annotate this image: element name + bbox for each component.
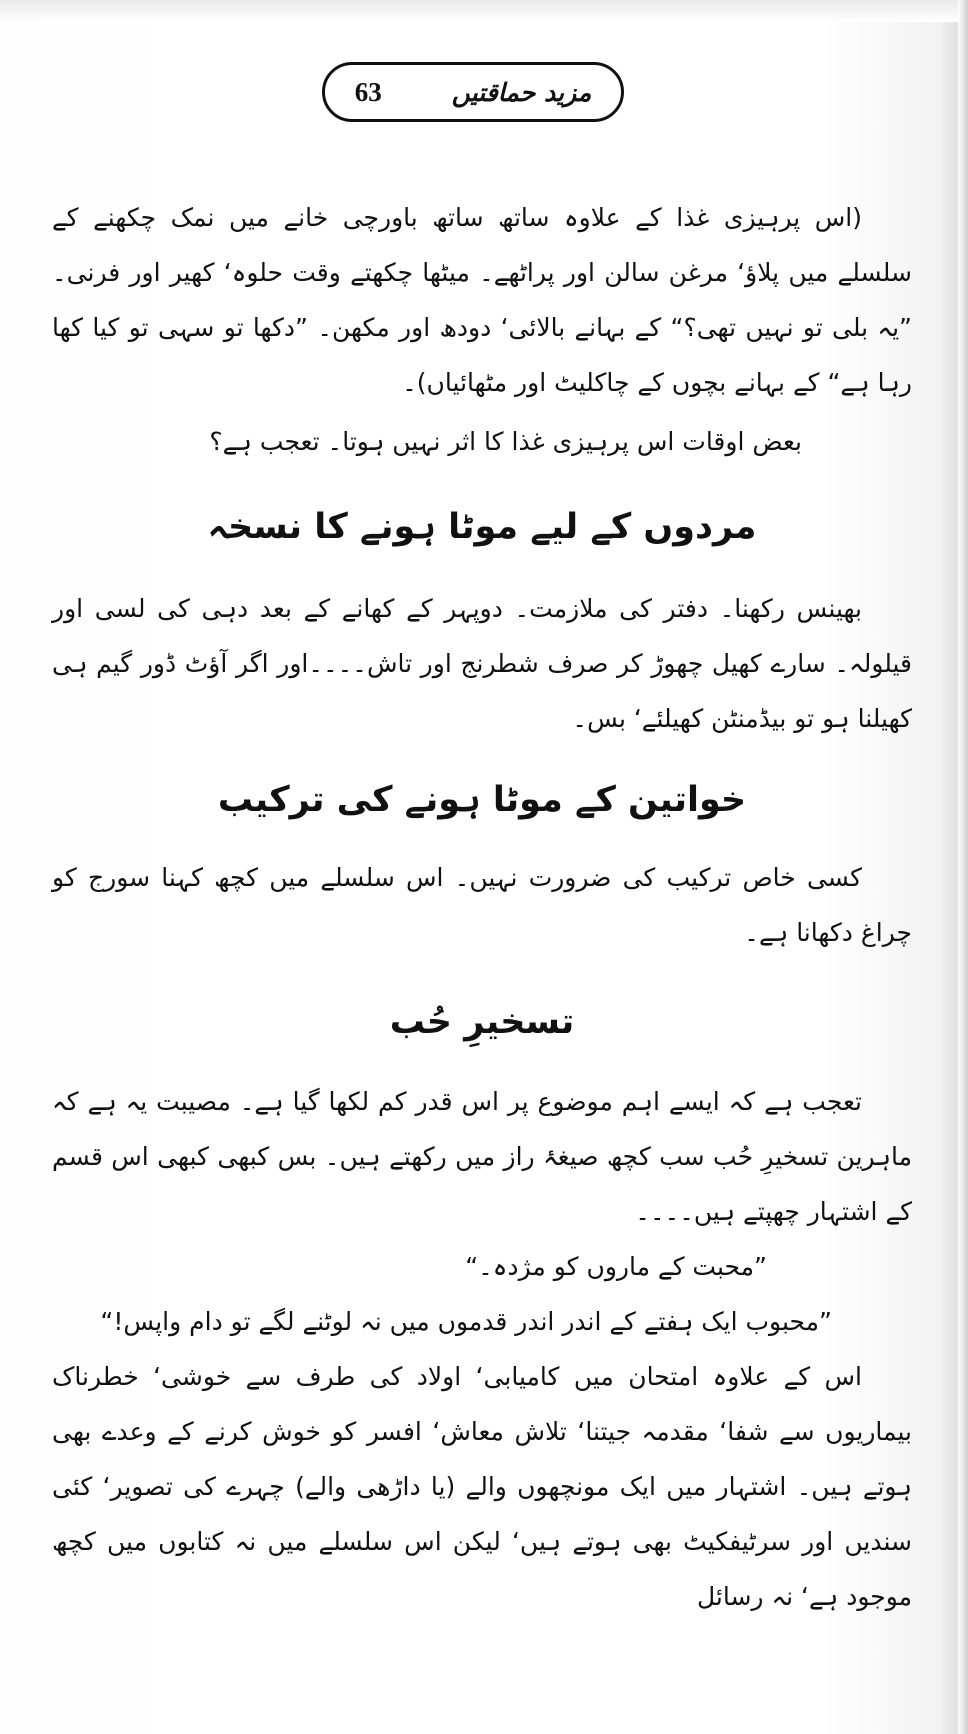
quote-two: ”محبوب ایک ہفتے کے اندر اندر قدموں میں نہ لوٹنے لگے تو دام واپس!“ <box>100 1307 832 1336</box>
final-paragraph: اس کے علاوہ امتحان میں کامیابی‘ اولاد کی طرف سے خوشی‘ خطرناک بیماریوں سے شفا‘ مقدمہ جیتنا‘ تلاش معاش‘ افسر کو خوش کرنے کے وعدے بھی ہوتے ہیں۔ اشتہار میں ایک مونچھوں والے (یا داڑھی والے) چہرے کی تصویر‘ کئی سندیں اور سرٹیفکیٹ بھی ہوتے ہیں‘ لیکن اس سلسلے میں نہ کتابوں میں کچھ موجود ہے‘ نہ رسائل <box>52 1362 912 1611</box>
page-number: 63 <box>354 76 382 107</box>
page-content <box>52 190 912 1624</box>
scan-right-edge <box>958 0 968 1734</box>
running-header <box>322 62 624 122</box>
heading-women-recipe: خواتین کے موٹا ہونے کی ترکیب <box>217 780 747 820</box>
women-paragraph: کسی خاص ترکیب کی ضرورت نہیں۔ اس سلسلے میں کچھ کہنا سورج کو چراغ دکھانا ہے۔ <box>52 863 912 947</box>
scan-top-shadow <box>0 0 968 22</box>
quote-one: ”محبت کے ماروں کو مژدہ۔“ <box>465 1252 767 1281</box>
book-title: مزید حماقتیں <box>451 77 592 107</box>
men-paragraph: بھینس رکھنا۔ دفتر کی ملازمت۔ دوپہر کے کھانے کے بعد دہی کی لسی اور قیلولہ۔ سارے کھیل چھوڑ کر صرف شطرنج اور تاش۔۔۔۔اور اگر آؤٹ ڈور گیم ہی کھیلنا ہو تو بیڈمنٹن کھیلئے‘ بس۔ <box>52 594 912 733</box>
intro-paragraph: (اس پرہیزی غذا کے علاوہ ساتھ ساتھ باورچی خانے میں نمک چکھنے کے سلسلے میں پلاؤ‘ مرغن سالن اور پراٹھے۔ میٹھا چکھتے وقت حلوہ‘ کھیر اور فرنی۔ ”یہ بلی تو نہیں تھی؟“ کے بہانے بالائی‘ دودھ اور مکھن۔ ”دکھا تو سہی تو کیا کھا رہا ہے“ کے بہانے بچوں کے چاکلیٹ اور مٹھائیاں)۔ <box>52 203 912 397</box>
heading-men-recipe: مردوں کے لیے موٹا ہونے کا نسخہ <box>207 507 757 547</box>
heading-love-conquest: تسخیرِ حُب <box>389 1002 575 1042</box>
love-paragraph: تعجب ہے کہ ایسے اہم موضوع پر اس قدر کم لکھا گیا ہے۔ مصیبت یہ ہے کہ ماہرین تسخیرِ حُب سب کچھ صیغۂ راز میں رکھتے ہیں۔ بس کبھی کبھی اس قسم کے اشتہار چھپتے ہیں۔۔۔۔ <box>52 1087 912 1226</box>
intro-question: بعض اوقات اس پرہیزی غذا کا اثر نہیں ہوتا۔ تعجب ہے؟ <box>209 427 802 456</box>
